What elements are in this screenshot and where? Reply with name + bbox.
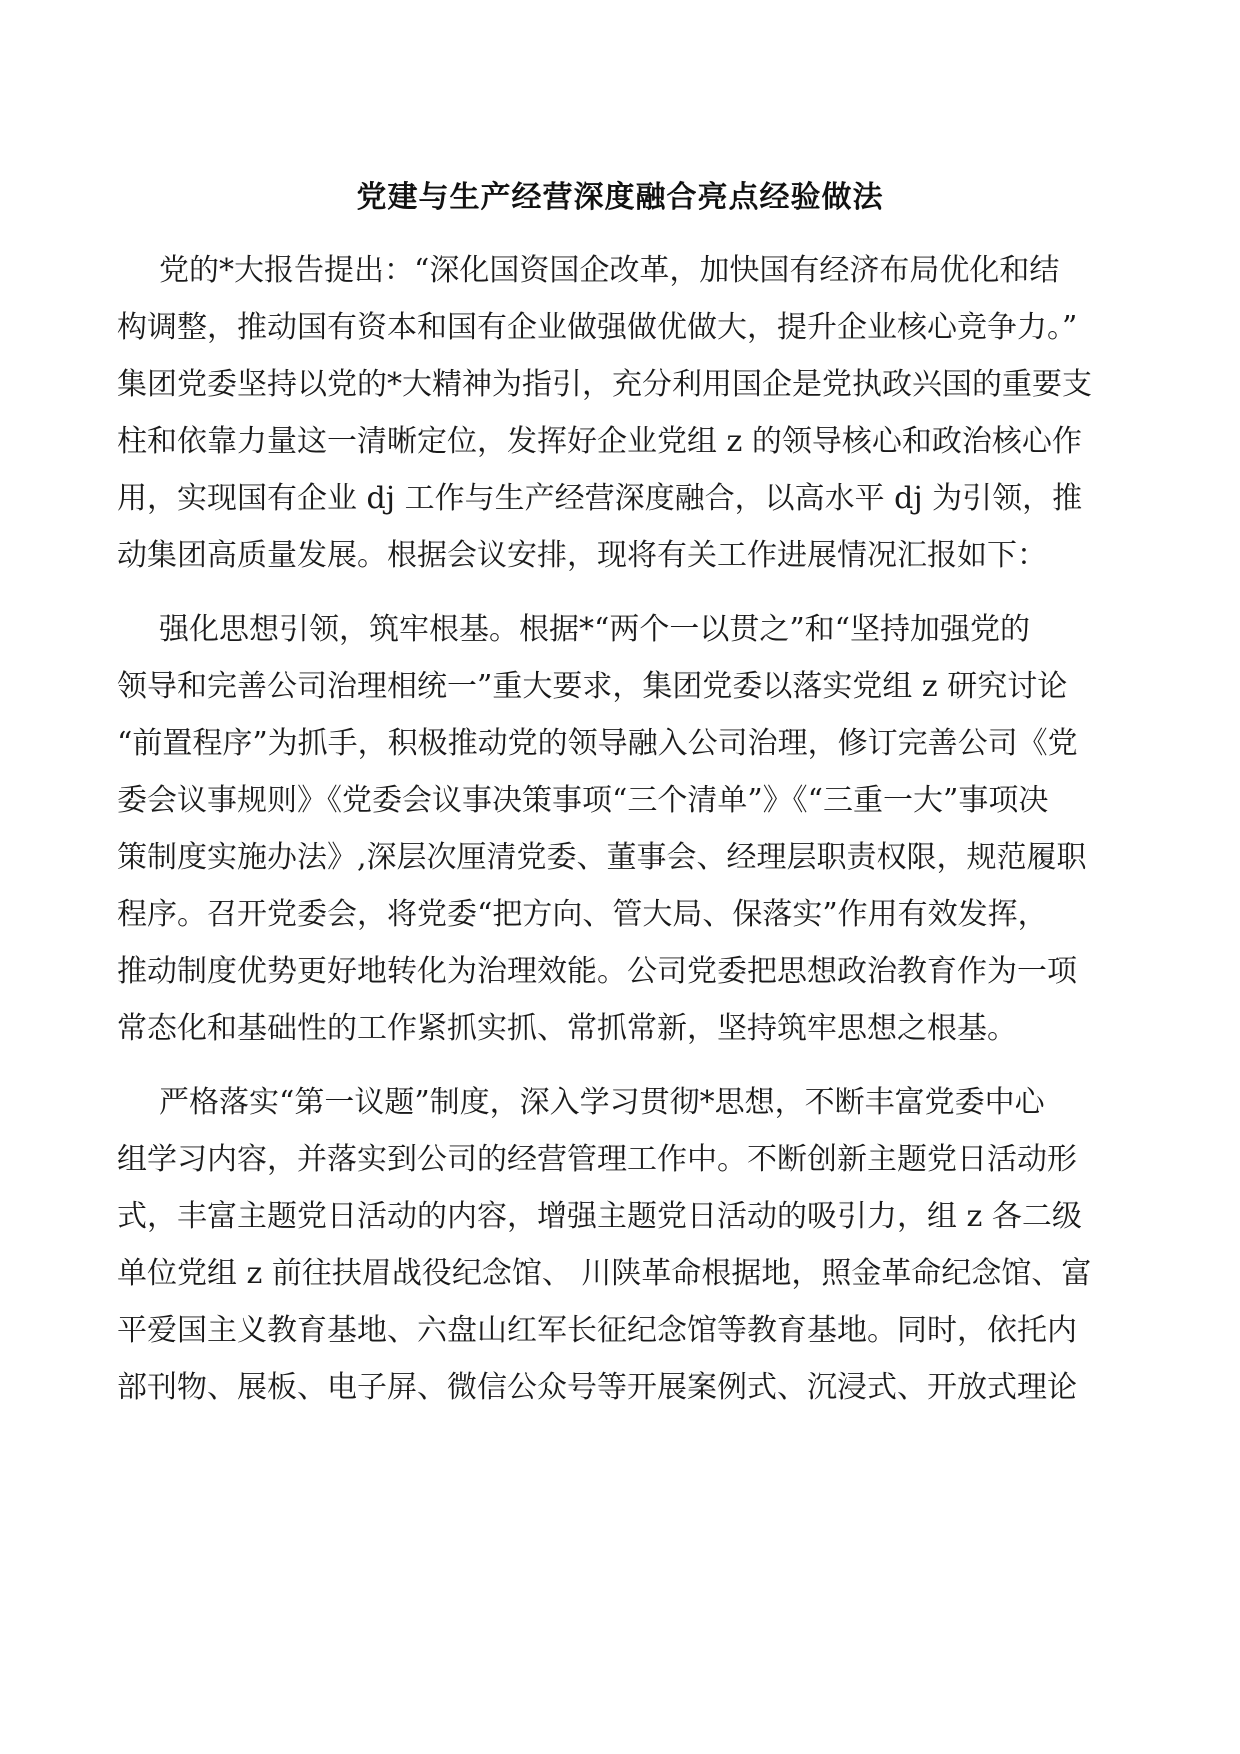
body-line: 推动制度优势更好地转化为治理效能。公司党委把思想政治教育作为一项 <box>117 954 1077 989</box>
body-line: 常态化和基础性的工作紧抓实抓、常抓常新，坚持筑牢思想之根基。 <box>117 1011 1017 1046</box>
body-line: 委会议事规则》《党委会议事决策事项“三个清单”》《“三重一大”事项决 <box>117 783 1049 818</box>
body-line: 策制度实施办法》,深层次厘清党委、董事会、经理层职责权限，规范履职 <box>117 840 1087 875</box>
body-line: 单位党组 z 前往扶眉战役纪念馆、 川陕革命根据地，照金革命纪念馆、富 <box>117 1256 1092 1291</box>
body-line: 集团党委坚持以党的*大精神为指引，充分利用国企是党执政兴国的重要支 <box>117 367 1092 402</box>
body-line: “前置程序”为抓手，积极推动党的领导融入公司治理，修订完善公司《党 <box>117 726 1078 761</box>
body-line: 强化思想引领，筑牢根基。根据*“两个一以贯之”和“坚持加强党的 <box>159 612 1031 647</box>
body-line: 动集团高质量发展。根据会议安排，现将有关工作进展情况汇报如下： <box>117 538 1047 573</box>
body-line: 柱和依靠力量这一清晰定位，发挥好企业党组 z 的领导核心和政治核心作 <box>117 424 1082 459</box>
body-line: 平爱国主义教育基地、六盘山红军长征纪念馆等教育基地。同时，依托内 <box>117 1313 1077 1348</box>
body-line: 构调整，推动国有资本和国有企业做强做优做大，提升企业核心竞争力。” <box>117 310 1078 345</box>
body-line: 式，丰富主题党日活动的内容，增强主题党日活动的吸引力，组 z 各二级 <box>117 1199 1082 1234</box>
body-line: 领导和完善公司治理相统一”重大要求，集团党委以落实党组 z 研究讨论 <box>117 669 1068 704</box>
document-title: 党建与生产经营深度融合亮点经验做法 <box>356 180 884 215</box>
body-line: 严格落实“第一议题”制度，深入学习贯彻*思想，不断丰富党委中心 <box>159 1085 1045 1120</box>
body-line: 程序。召开党委会，将党委“把方向、管大局、保落实”作用有效发挥， <box>117 897 1048 932</box>
body-line: 组学习内容，并落实到公司的经营管理工作中。不断创新主题党日活动形 <box>117 1142 1077 1177</box>
body-line: 部刊物、展板、电子屏、微信公众号等开展案例式、沉浸式、开放式理论 <box>117 1370 1077 1405</box>
body-line: 用，实现国有企业 dj 工作与生产经营深度融合，以高水平 dj 为引领，推 <box>117 481 1083 516</box>
body-line: 党的*大报告提出：“深化国资国企改革，加快国有经济布局优化和结 <box>159 253 1060 288</box>
